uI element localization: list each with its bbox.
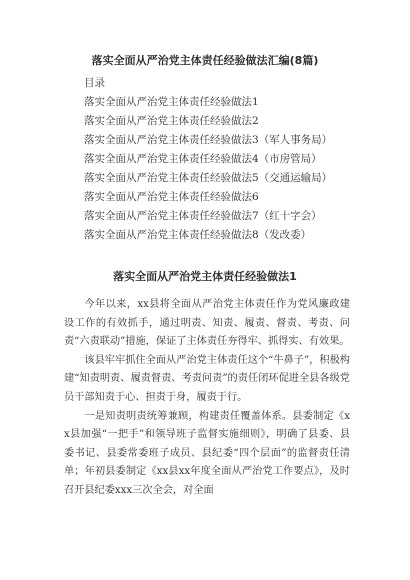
toc-item: 落实全面从严治党主体责任经验做法8（发改委）: [84, 229, 312, 241]
toc-heading: 目录: [84, 77, 105, 89]
document-title: 落实全面从严治党主体责任经验做法汇编(8篇): [91, 54, 319, 67]
toc-item: 落实全面从严治党主体责任经验做法2: [84, 115, 259, 127]
paragraph: 一是知责明责统筹兼顾，构建责任覆盖体系。县委制定《xx县加强“一把手”和领导班子监督实施细则》，明确了县委、县委书记、县委常委班子成员、县纪委“四个层面”的监督责任清单；年初县委制定《xx县xx年度全面从严治党工作要点》，及时召开县纪委xxx三次全会，对全面: [64, 410, 350, 496]
toc-item: 落实全面从严治党主体责任经验做法7（红十字会）: [84, 210, 322, 222]
body-text: [64, 296, 350, 501]
table-of-contents: [84, 74, 384, 245]
toc-item: 落实全面从严治党主体责任经验做法4（市房管局）: [84, 153, 322, 165]
toc-item: 落实全面从严治党主体责任经验做法1: [84, 96, 259, 108]
toc-item: 落实全面从严治党主体责任经验做法6: [84, 191, 259, 203]
toc-item: 落实全面从严治党主体责任经验做法3（军人事务局）: [84, 134, 333, 146]
toc-item: 落实全面从严治党主体责任经验做法5（交通运输局）: [84, 172, 333, 184]
paragraph: 该县牢牢抓住全面从严治党主体责任这个“牛鼻子”，积极构建“知责明责、履责督责、考责问责”的责任闭环促进全县各级党员干部知责于心、担责于身，履责于行。: [64, 354, 350, 403]
paragraph: 今年以来，xx县将全面从严治党主体责任作为党风廉政建设工作的有效抓手，通过明责、知责、履责、督责、考责、问责“六责联动”措施，保证了主体责任夯得牢、抓得实、有效果。: [64, 299, 350, 348]
section-title: 落实全面从严治党主体责任经验做法1: [113, 270, 297, 283]
